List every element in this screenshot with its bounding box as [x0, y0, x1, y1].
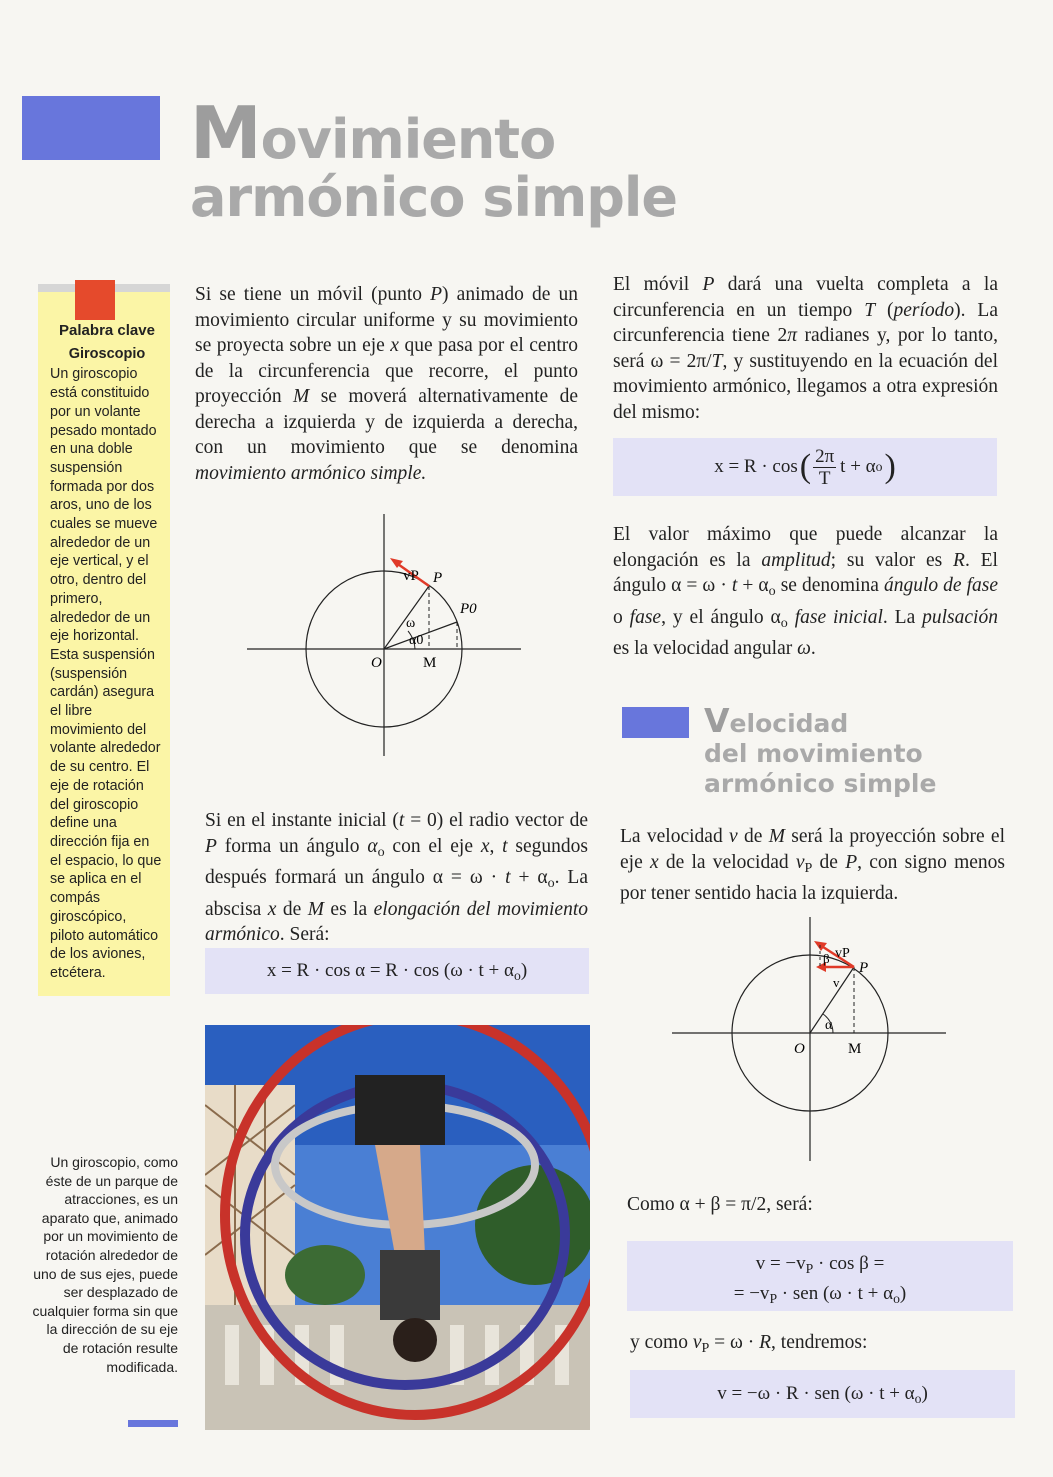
- col2-paragraph1: El móvil P dará una vuelta completa a la circunferencia en un tiempo T (período). La circunferencia tiene 2π radianes y, por lo tanto, será ω = 2π/T, y sustituyendo en la ecuación del movimiento armónico, llegamos a otra expresión del mismo:: [613, 274, 999, 423]
- col2-paragraph4: Como α + β = π/2, será:: [627, 1194, 813, 1215]
- label-vp: vP: [835, 946, 850, 961]
- sidebar-term: Giroscopio: [68, 345, 146, 362]
- title-accent-bar: [22, 96, 160, 160]
- fraction-den: T: [818, 467, 831, 489]
- label-O: O: [371, 655, 382, 671]
- fraction-num: 2π: [815, 445, 835, 467]
- title-line2: armónico simple: [190, 166, 678, 229]
- label-P0: P0: [460, 601, 477, 617]
- title-line1: ovimiento: [260, 108, 556, 171]
- sidebar-red-marker: [75, 280, 115, 320]
- formula3-line1: $v = -v_P \cdot \cos \beta$ =: [755, 1253, 885, 1277]
- label-M: M: [848, 1041, 862, 1057]
- col1-paragraph1: Si se tiene un móvil (punto P) animado de un movimiento circular uniforme y su movimiento se proyecta sobre un eje x que pasa por el centro de la circunferencia que recorre, el punto proyección M se moverá alternativamente de derecha a izquierda y de izquierda a derecha, con un movimiento que se denomina movimiento armónico simple.: [195, 284, 578, 484]
- formula-velocity-beta: [627, 1241, 1013, 1311]
- trees: [285, 1245, 365, 1305]
- gyroscope-photo: [205, 1025, 590, 1430]
- label-P: P: [859, 960, 869, 976]
- section-title: [704, 701, 937, 799]
- formula2-rhs: t + α: [840, 456, 876, 477]
- formula2-lhs: x = R · cos: [714, 456, 798, 477]
- label-P: P: [433, 570, 443, 586]
- formula-velocity-final: v = −ω · R · sen $(\omega \cdot t + \alpha_o)$: [630, 1370, 1015, 1418]
- formula-elongation-period: [613, 438, 997, 496]
- col2-paragraph5: y como $v_P = \omega \cdot R$, tendremos:: [630, 1332, 868, 1357]
- rider-torso: [380, 1250, 440, 1320]
- col2-paragraph3: La velocidad v de M será la proyección sobre el eje x de la velocidad $v_P$ de P, con signo menos por tener sentido hacia la izquierda.: [620, 826, 1006, 905]
- fraction: [813, 446, 836, 489]
- caption-accent-bar: [128, 1420, 178, 1427]
- sidebar-label: Palabra clave: [59, 322, 155, 339]
- label-O: O: [794, 1041, 805, 1057]
- velocity-diagram: [670, 915, 950, 1165]
- label-beta: β: [823, 951, 830, 966]
- sidebar-text: Un giroscopio está constituido por un volante pesado montado en una doble suspensión formada por dos aros, uno de los cuales se mueve alrededor de un eje vertical, y el otro, dentro del primero, alrededor de un eje horizontal. Esta suspensión (suspensión cardán) asegura el libre movimiento del volante alrededor de su centro. El eje de rotación del giroscopio define una dirección fija en el espacio, lo que se aplica en el compás giroscópico, piloto automático de los aviones, etcétera.: [50, 366, 162, 981]
- section-title-line3: armónico simple: [704, 769, 937, 798]
- section-title-line2: del movimiento: [704, 739, 923, 768]
- col2-paragraph2: El valor máximo que puede alcanzar la elongación es la amplitud; su valor es R. El ángulo $\alpha = \omega \cdot t + \alpha_o$ se denomina ángulo de fase o fase, y el ángulo $\alpha_o$ fase inicial. La pulsación es la velocidad angular ω.: [613, 524, 999, 660]
- formula3-line2: = $-v_P$ · sen $(\omega \cdot t + \alpha_o)$: [733, 1283, 907, 1307]
- label-vp: vP: [403, 568, 419, 584]
- label-alpha: α: [825, 1018, 833, 1033]
- title-initial: M: [190, 91, 261, 175]
- keyword-sidebar: [38, 292, 170, 996]
- label-M: M: [423, 655, 437, 671]
- section-accent-bar: [622, 707, 689, 738]
- page-title: [190, 91, 678, 229]
- foot-harness: [355, 1075, 445, 1145]
- formula2-sub: o: [875, 459, 883, 474]
- section-title-initial: V: [704, 701, 730, 740]
- paren-left: (: [799, 448, 812, 485]
- formula-elongation: $x = R \cdot \cos \alpha = R \cdot \cos (\omega \cdot t + \alpha_o)$: [205, 948, 589, 994]
- col1-paragraph2: Si en el instante inicial (t = 0) el radio vector de P forma un ángulo $\alpha_o$ con el eje x, t segundos después formará un ángulo $\alpha = \omega \cdot t + \alpha_o$. La abscisa x de M es la elongación del movimiento armónico. Será:: [205, 810, 589, 946]
- label-omega: ω: [406, 616, 416, 631]
- paren-right: ): [884, 448, 896, 485]
- rider-head: [393, 1318, 437, 1362]
- circular-motion-diagram: [245, 510, 525, 760]
- label-alpha0: α0: [409, 633, 424, 648]
- section-title-line1: elocidad: [729, 709, 849, 738]
- label-v: v: [833, 975, 840, 990]
- photo-caption: Un giroscopio, como éste de un parque de atracciones, es un aparato que, animado por un movimiento de rotación alrededor de uno de sus ejes, puede ser desplazado de cualquier forma sin que la dirección de su eje de rotación resulte modificada.: [32, 1154, 178, 1375]
